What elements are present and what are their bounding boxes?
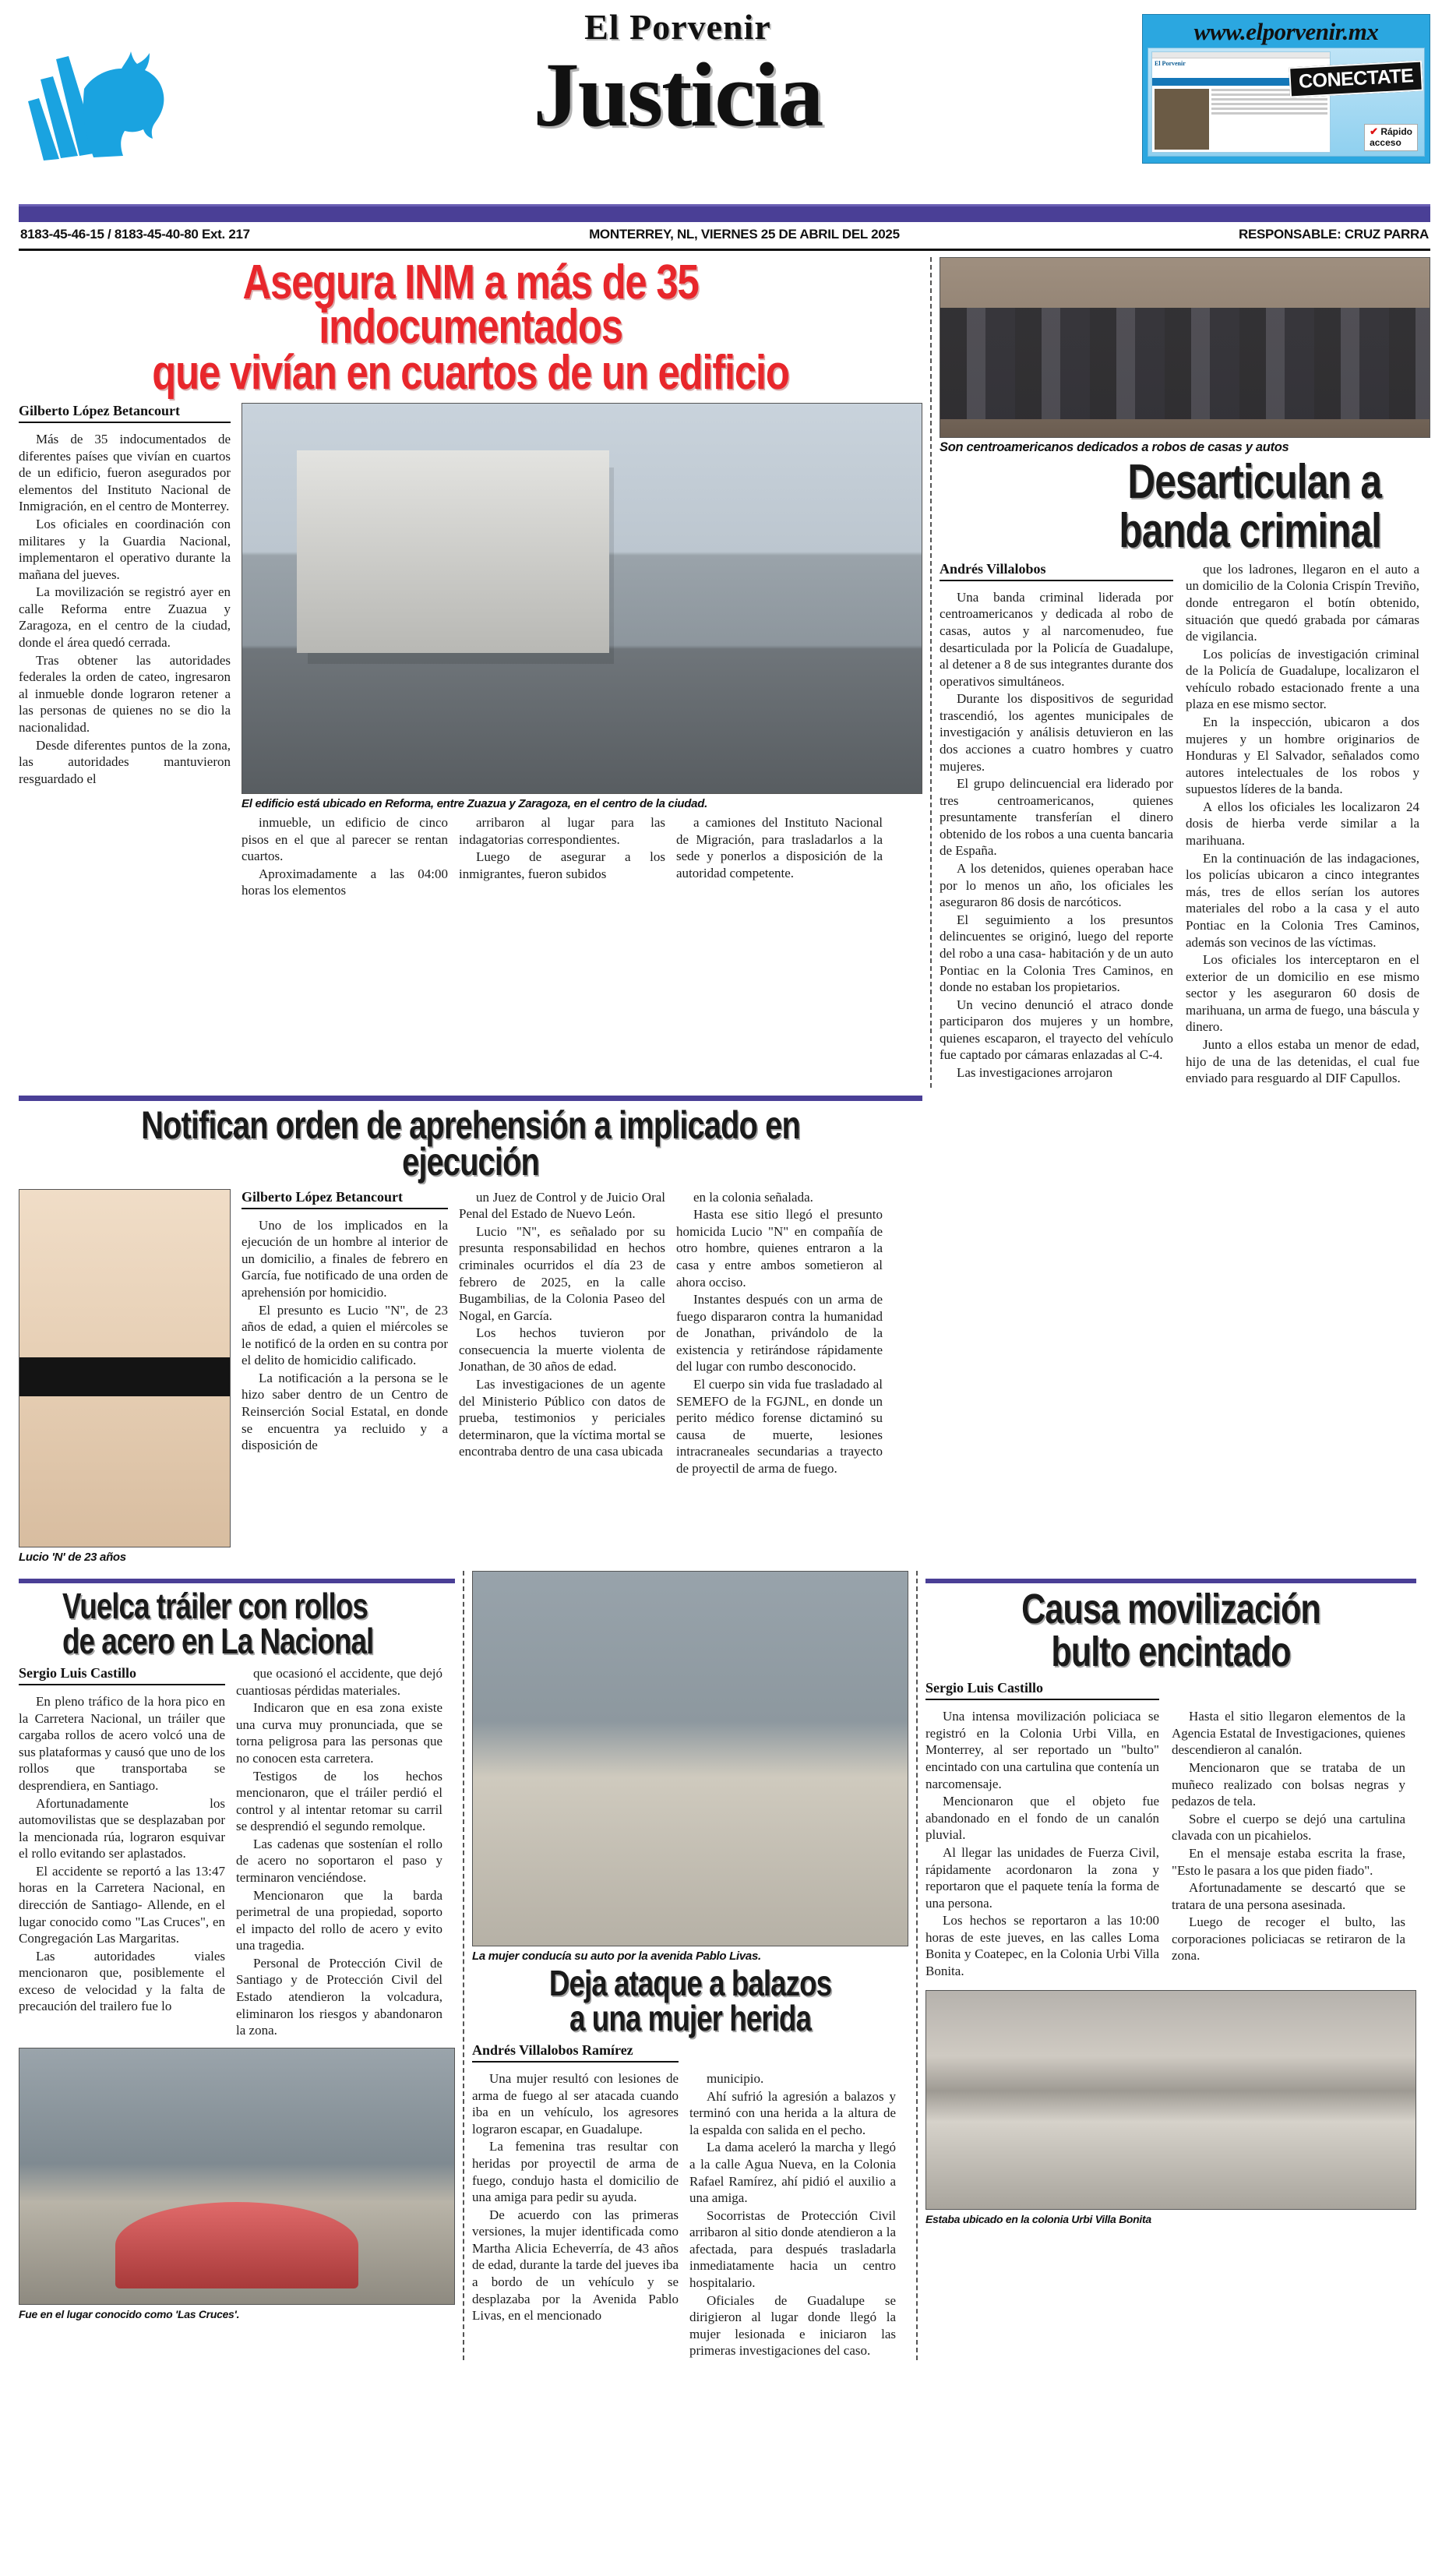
- bulto-photo-caption: Estaba ubicado en la colonia Urbi Villa Bonita: [925, 2212, 1151, 2225]
- paragraph: Hasta el sitio llegaron elementos de la Agencia Estatal de Investigaciones, quienes descendieron al canalón.: [1172, 1709, 1405, 1758]
- trailer-byline: Sergio Luis Castillo: [19, 1665, 225, 1685]
- paragraph: El grupo delincuencial era liderado por tres centroamericanos, quienes presuntamente transferían el dinero obtenido de los robos a una cuenta bancaria de España.: [940, 776, 1173, 859]
- info-bar: [19, 222, 1430, 251]
- bulto-photo: [925, 1990, 1416, 2210]
- section-separator: [19, 1579, 455, 1583]
- rapido-acceso-badge: [1364, 124, 1418, 151]
- bulto-story: [925, 1571, 1416, 2360]
- paragraph: Mencionaron que se trataba de un muñeco realizado con bolsas negras y pedazos de tela.: [1172, 1760, 1405, 1809]
- paragraph: El cuerpo sin vida fue trasladado al SEMEFO de la FGJNL, en donde un perito médico forense dictaminó su causa de muerte, lesiones intracraneales secundarias a trayecto de proyectil de arma de fuego.: [676, 1377, 883, 1476]
- paragraph: El seguimiento a los presuntos delincuentes se originó, luego del reporte del robo a una casa- habitación y de un auto Pontiac en la Colonia Tres Caminos, en donde no estaban los propietarios.: [940, 912, 1173, 995]
- banda-col-1: [940, 561, 1173, 1088]
- banda-story: [940, 257, 1430, 1088]
- purple-band: [19, 206, 1430, 222]
- balazos-col-1: [472, 2042, 679, 2360]
- aprehension-headline: Notifican orden de aprehensión a implicado en ejecución: [141, 1103, 800, 1184]
- paragraph: Testigos de los hechos mencionaron, que el tráiler perdió el control y al intentar retomar su carril se desprendió el segundo remolque.: [236, 1768, 442, 1834]
- rapido-label: Rápido: [1380, 126, 1412, 138]
- paragraph: En pleno tráfico de la hora pico en la Carretera Nacional, un tráiler que cargaba rollos de acero volcó una de sus plataformas y causó que uno de los rollos que transportaba se desprendiera, en Santiago.: [19, 1694, 225, 1793]
- aprehension-zone: [19, 1096, 922, 1566]
- paragraph: que los ladrones, llegaron en el auto a un domicilio de la Colonia Crispín Treviño, donde entregaron el botín obtenido, situación que quedó grabada por cámaras de vigilancia.: [1186, 561, 1419, 644]
- paragraph: Indicaron que en esa zona existe una curva muy pronunciada, que se torna peligrosa para las personas que no conocen esta carretera.: [236, 1700, 442, 1766]
- paragraph: De acuerdo con las primeras versiones, la mujer identificada como Martha Alicia Echeverría, de 43 años de edad, durante la tarde del jueves iba a bordo de un vehículo y se desplazaba por la Avenida Pablo Livas, en el mencionado: [472, 2207, 679, 2324]
- paragraph: Oficiales de Guadalupe se dirigieron al lugar donde llegó la mujer lesionada e iniciaron las primeras investigaciones del caso.: [689, 2292, 896, 2359]
- paragraph: Los oficiales en coordinación con militares y la Guardia Nacional, implementaron el operativo durante la mañana del jueves.: [19, 516, 231, 582]
- paragraph: Hasta ese sitio llegó el presunto homicida Lucio "N" en compañía de otro hombre, quienes entraron a la casa y entre ambos sometieron al ahora occiso.: [676, 1207, 883, 1290]
- brand-name-small: El Porvenir: [584, 7, 771, 47]
- brand-block: [234, 7, 1122, 146]
- aprehension-photo: [19, 1189, 231, 1547]
- promo-website-box[interactable]: [1142, 14, 1430, 164]
- aprehension-col-1: [242, 1189, 448, 1566]
- bulto-byline: Sergio Luis Castillo: [925, 1680, 1159, 1700]
- bulto-col-2: [1172, 1680, 1405, 1980]
- trailer-col-1: [19, 1665, 225, 2040]
- paragraph: Tras obtener las autoridades federales la orden de cateo, ingresaron al inmueble donde lograron retener a las personas de quienes no se dio la nacionalidad.: [19, 652, 231, 735]
- banda-headline-line1: Desarticulan a: [1127, 455, 1381, 509]
- paragraph: Junto a ellos estaba un menor de edad, hijo de una de las detenidas, el cual fue enviado para resguardo al DIF Capullos.: [1186, 1036, 1419, 1086]
- paragraph: Mencionaron que la barda perimetral de una propiedad, soporto el impacto del rollo de acero y evito una tragedia.: [236, 1887, 442, 1953]
- trailer-photo-caption: Fue en el lugar conocido como 'Las Cruces'.: [19, 2307, 240, 2320]
- promo-inner: [1148, 48, 1425, 157]
- balazos-headline-line1: Deja ataque a balazos: [548, 1962, 832, 2003]
- masthead: [0, 0, 1449, 204]
- trailer-story: [19, 1571, 455, 2360]
- trailer-headline-line2: de acero en La Nacional: [62, 1621, 374, 1662]
- bulto-headline-line1: Causa movilización: [1021, 1585, 1320, 1632]
- paragraph: Al llegar las unidades de Fuerza Civil, rápidamente acordonaron la zona y reportaron que el paquete tenía la forma de una persona.: [925, 1844, 1159, 1911]
- banda-byline: Andrés Villalobos: [940, 561, 1173, 581]
- paragraph: a camiones del Instituto Nacional de Migración, para trasladarlos a la sede y ponerlos a disposición de la autoridad competente.: [676, 815, 883, 880]
- paragraph: Una mujer resultó con lesiones de arma de fuego al ser atacada cuando iba en un vehículo, los agresores lograron escapar, en Guadalupe.: [472, 2071, 679, 2137]
- paragraph: En la inspección, ubicaron a dos mujeres y un hombre originarios de Honduras y El Salvador, señalados como autores intelectuales de los robos y supuestos líderes de la banda.: [1186, 714, 1419, 797]
- paragraph: La femenina tras resultar con heridas por proyectil de arma de fuego, condujo hasta el domicilio de una amiga para pedir su ayuda.: [472, 2139, 679, 2205]
- lead-col-4: [676, 814, 883, 900]
- paragraph: Los hechos tuvieron por consecuencia la muerte violenta de Jonathan, de 30 años de edad.: [459, 1325, 665, 1374]
- paragraph: En la continuación de las indagaciones, los policías ubicaron a cinco integrantes más, tres de ellos serían los autores materiales del robo a la casa y el auto Pontiac en la Colonia Tres Caminos, además son vecinos de las víctimas.: [1186, 850, 1419, 950]
- paragraph: en la colonia señalada.: [693, 1189, 813, 1205]
- balazos-photo: [472, 1571, 908, 1946]
- aprehension-photo-col: [19, 1189, 231, 1566]
- paragraph: Sobre el cuerpo se dejó una cartulina clavada con un picahielos.: [1172, 1811, 1405, 1844]
- lead-photo: [242, 403, 922, 794]
- trailer-photo: [19, 2048, 455, 2305]
- promo-website-url: www.elporvenir.mx: [1193, 18, 1379, 45]
- banda-kicker: Son centroamericanos dedicados a robos de casas y autos: [940, 440, 1289, 454]
- paragraph: Una banda criminal liderada por centroamericanos y dedicada al robo de casas, autos y al narcomenudeo, fue desarticulada por la Policía de Guadalupe, al detener a 8 de sus integrantes durante dos operativos simultáneos.: [940, 589, 1173, 689]
- thumb-text: [1211, 89, 1327, 150]
- lead-headline-line2: que vivían en cuartos de un edificio: [152, 346, 789, 401]
- paragraph: Un vecino denunció el atraco donde participaron dos mujeres y un hombre, quienes escaparon, el trayecto del vehículo fue captado por cámaras enlazadas al C-4.: [940, 997, 1173, 1063]
- section-title: Justicia: [533, 43, 823, 146]
- contact-phones: 8183-45-46-15 / 8183-45-40-80 Ext. 217: [20, 227, 250, 242]
- trailer-col-2: [236, 1665, 442, 2040]
- thumb-logo: El Porvenir: [1155, 60, 1186, 67]
- aprehension-photo-caption: Lucio 'N' de 23 años: [19, 1550, 126, 1564]
- paragraph: Las investigaciones arrojaron: [957, 1064, 1113, 1080]
- lead-col-3: [459, 814, 665, 900]
- balazos-byline: Andrés Villalobos Ramírez: [472, 2042, 679, 2063]
- balazos-col-2: [689, 2042, 896, 2360]
- vertical-divider: [463, 1571, 464, 2360]
- paragraph: El presunto es Lucio "N", de 23 años de edad, a quien el miércoles se le notificó de la orden en su contra por el delito de homicidio calificado.: [242, 1302, 448, 1368]
- paragraph: que ocasionó el accidente, que dejó cuantiosas pérdidas materiales.: [236, 1666, 442, 1698]
- balazos-headline-line2: a una mujer herida: [569, 1998, 811, 2039]
- paragraph: Afortunadamente los automovilistas que se desplazaban por la mencionada rúa, lograron esquivar el rollo evitando ser aplastados.: [19, 1795, 225, 1861]
- paragraph: En el mensaje estaba escrita la frase, "Esto le pasara a los que piden fiado".: [1172, 1845, 1405, 1878]
- balazos-photo-caption: La mujer conducía su auto por la avenida Pablo Livas.: [472, 1949, 761, 1963]
- paragraph: municipio.: [707, 2071, 764, 2087]
- paragraph: Más de 35 indocumentados de diferentes países que vivían en cuartos de un edificio, fueron asegurados por elementos del Instituto Nacional de Inmigración, en el centro de Monterrey.: [19, 432, 231, 514]
- lead-col-2: [242, 814, 448, 900]
- paragraph: Luego de asegurar a los inmigrantes, fueron subidos: [459, 849, 665, 881]
- lead-headline-line1: Asegura INM a más de 35 indocumentados: [242, 256, 699, 355]
- aprehension-col-2: [459, 1189, 665, 1566]
- paragraph: arribaron al lugar para las indagatorias correspondientes.: [459, 815, 665, 847]
- acceso-label: acceso: [1370, 137, 1401, 149]
- paragraph: Las cadenas que sostenían el rollo de acero no soportaron el paso y terminaron venciéndose.: [236, 1836, 442, 1886]
- paragraph: un Juez de Control y de Juicio Oral Penal del Estado de Nuevo León.: [459, 1189, 665, 1222]
- lead-photo-caption: El edificio está ubicado en Reforma, entre Zuazua y Zaragoza, en el centro de la ciudad.: [242, 797, 707, 811]
- lead-byline: Gilberto López Betancourt: [19, 403, 231, 423]
- paragraph: Las investigaciones de un agente del Ministerio Público con datos de prueba, testimonios y periciales determinaron, que la víctima mortal se encontraba dentro de una casa ubicada: [459, 1377, 665, 1459]
- paragraph: Los oficiales los interceptaron en el exterior de un domicilio en ese mismo sector y les aseguraron 60 dosis de marihuana, un arma de fuego, una báscula y dinero.: [1186, 952, 1419, 1035]
- paragraph: Uno de los implicados en la ejecución de un hombre al interior de un domicilio, a finales de febrero en García, fue notificado de una orden de aprehensión por homicidio.: [242, 1217, 448, 1300]
- banda-photo: [940, 257, 1430, 438]
- paragraph: Socorristas de Protección Civil arribaron al sitio donde atendieron a la afectada, para después trasladarla inmediatamente hacia un centro hospitalario.: [689, 2207, 896, 2291]
- thumb-photo: [1155, 89, 1209, 150]
- paragraph: Los hechos se reportaron a las 10:00 horas de este jueves, en las calles Loma Bonita y Coatepec, en la Colonia Urbi Villa Bonita.: [925, 1913, 1159, 1978]
- paragraph: Lucio "N", es señalado por su presunta responsabilidad en hechos criminales ocurridos el día 23 de febrero de 2025, en la calle Bugambilias, de la Colonia Paseo del Nogal, en García.: [459, 1223, 665, 1323]
- balazos-story: [472, 1571, 908, 2360]
- conectate-badge[interactable]: CONECTATE: [1289, 61, 1423, 98]
- lead-col-1: [19, 403, 231, 900]
- thumb-browser-bar: [1152, 52, 1330, 58]
- horse-logo-icon: [23, 22, 195, 162]
- paragraph: La movilización se registró ayer en calle Reforma entre Zuazua y Zaragoza, en el centro de la ciudad, donde el área quedó cerrada.: [19, 584, 231, 651]
- paragraph: A ellos los oficiales les localizaron 24 dosis de hierba verde similar a la marihuana.: [1186, 799, 1419, 849]
- paragraph: Personal de Protección Civil de Santiago y de Protección Civil del Estado atendieron la volcadura, eliminaron los riesgos y abandonaron la zona.: [236, 1955, 442, 2038]
- paragraph: Las autoridades viales mencionaron que, posiblemente el exceso de velocidad y la falta de precaución del trailero fue lo: [19, 1948, 225, 2014]
- paragraph: Luego de recoger el bulto, las corporaciones policiacas se retiraron de la zona.: [1172, 1914, 1405, 1964]
- vertical-divider: [930, 257, 932, 1088]
- paragraph: Instantes después con un arma de fuego dispararon contra la humanidad de Jonathan, privándolo de la existencia y retirándose rápidamente del lugar con rumbo desconocido.: [676, 1292, 883, 1374]
- paragraph: Una intensa movilización policiaca se registró en la Colonia Urbi Villa, en Monterrey, al ser reportado un "bulto" encintado con una cartulina que contenía un narcomensaje.: [925, 1709, 1159, 1791]
- aprehension-col-3: [676, 1189, 883, 1566]
- bulto-headline-line2: bulto encintado: [1051, 1629, 1291, 1675]
- paragraph: Mencionaron que el objeto fue abandonado en el fondo de un canalón pluvial.: [925, 1794, 1159, 1843]
- section-separator: [925, 1579, 1416, 1583]
- paragraph: Aproximadamente a las 04:00 horas los elementos: [242, 866, 448, 898]
- banda-col-2: [1186, 561, 1419, 1088]
- paragraph: Durante los dispositivos de seguridad trascendió, los agentes municipales de investigación y análisis detuvieron en las dos acciones a cuatro hombres y cuatro mujeres.: [940, 691, 1173, 774]
- paragraph: inmueble, un edificio de cinco pisos en el que al parecer se rentan cuartos.: [242, 815, 448, 864]
- paragraph: Los policías de investigación criminal de la Policía de Guadalupe, localizaron el vehículo robado estacionado frente a una plaza en ese mismo sector.: [1186, 646, 1419, 712]
- paragraph: Afortunadamente se descartó que se tratara de una persona asesinada.: [1172, 1880, 1405, 1912]
- responsible-editor: RESPONSABLE: CRUZ PARRA: [1238, 227, 1429, 242]
- paragraph: El accidente se reportó a las 13:47 horas en la Carretera Nacional, en dirección de Santiago- Allende, en el lugar conocido como "Las Cruces", en Congregación Las Margaritas.: [19, 1863, 225, 1946]
- vertical-divider: [916, 1571, 918, 2360]
- bottom-zone: [19, 1571, 1430, 2360]
- top-zone: [19, 257, 1430, 1088]
- check-icon: ✔: [1370, 125, 1378, 138]
- bulto-col-1: [925, 1680, 1159, 1980]
- paragraph: Ahí sufrió la agresión a balazos y terminó con una herida a la altura de la espalda con salida en el pecho.: [689, 2088, 896, 2137]
- trailer-headline-line1: Vuelca tráiler con rollos: [62, 1585, 368, 1626]
- aprehension-byline: Gilberto López Betancourt: [242, 1189, 448, 1209]
- dateline: MONTERREY, NL, VIERNES 25 DE ABRIL DEL 2025: [589, 227, 900, 242]
- section-separator: [19, 1096, 922, 1101]
- banda-headline-line2: banda criminal: [1119, 503, 1381, 558]
- paragraph: Desde diferentes puntos de la zona, las autoridades mantuvieron resguardado el: [19, 737, 231, 786]
- paragraph: La notificación a la persona se le hizo saber dentro de un Centro de Reinserción Social Estatal, en donde se encuentra ya recluido y a disposición de: [242, 1370, 448, 1453]
- lead-story: [19, 257, 922, 1088]
- paragraph: A los detenidos, quienes operaban hace por lo menos un año, los oficiales les aseguraron 86 dosis de narcóticos.: [940, 861, 1173, 910]
- paragraph: La dama aceleró la marcha y llegó a la calle Agua Nueva, en la Colonia Rafael Ramírez, ahí pidió el auxilio a una amiga.: [689, 2140, 896, 2206]
